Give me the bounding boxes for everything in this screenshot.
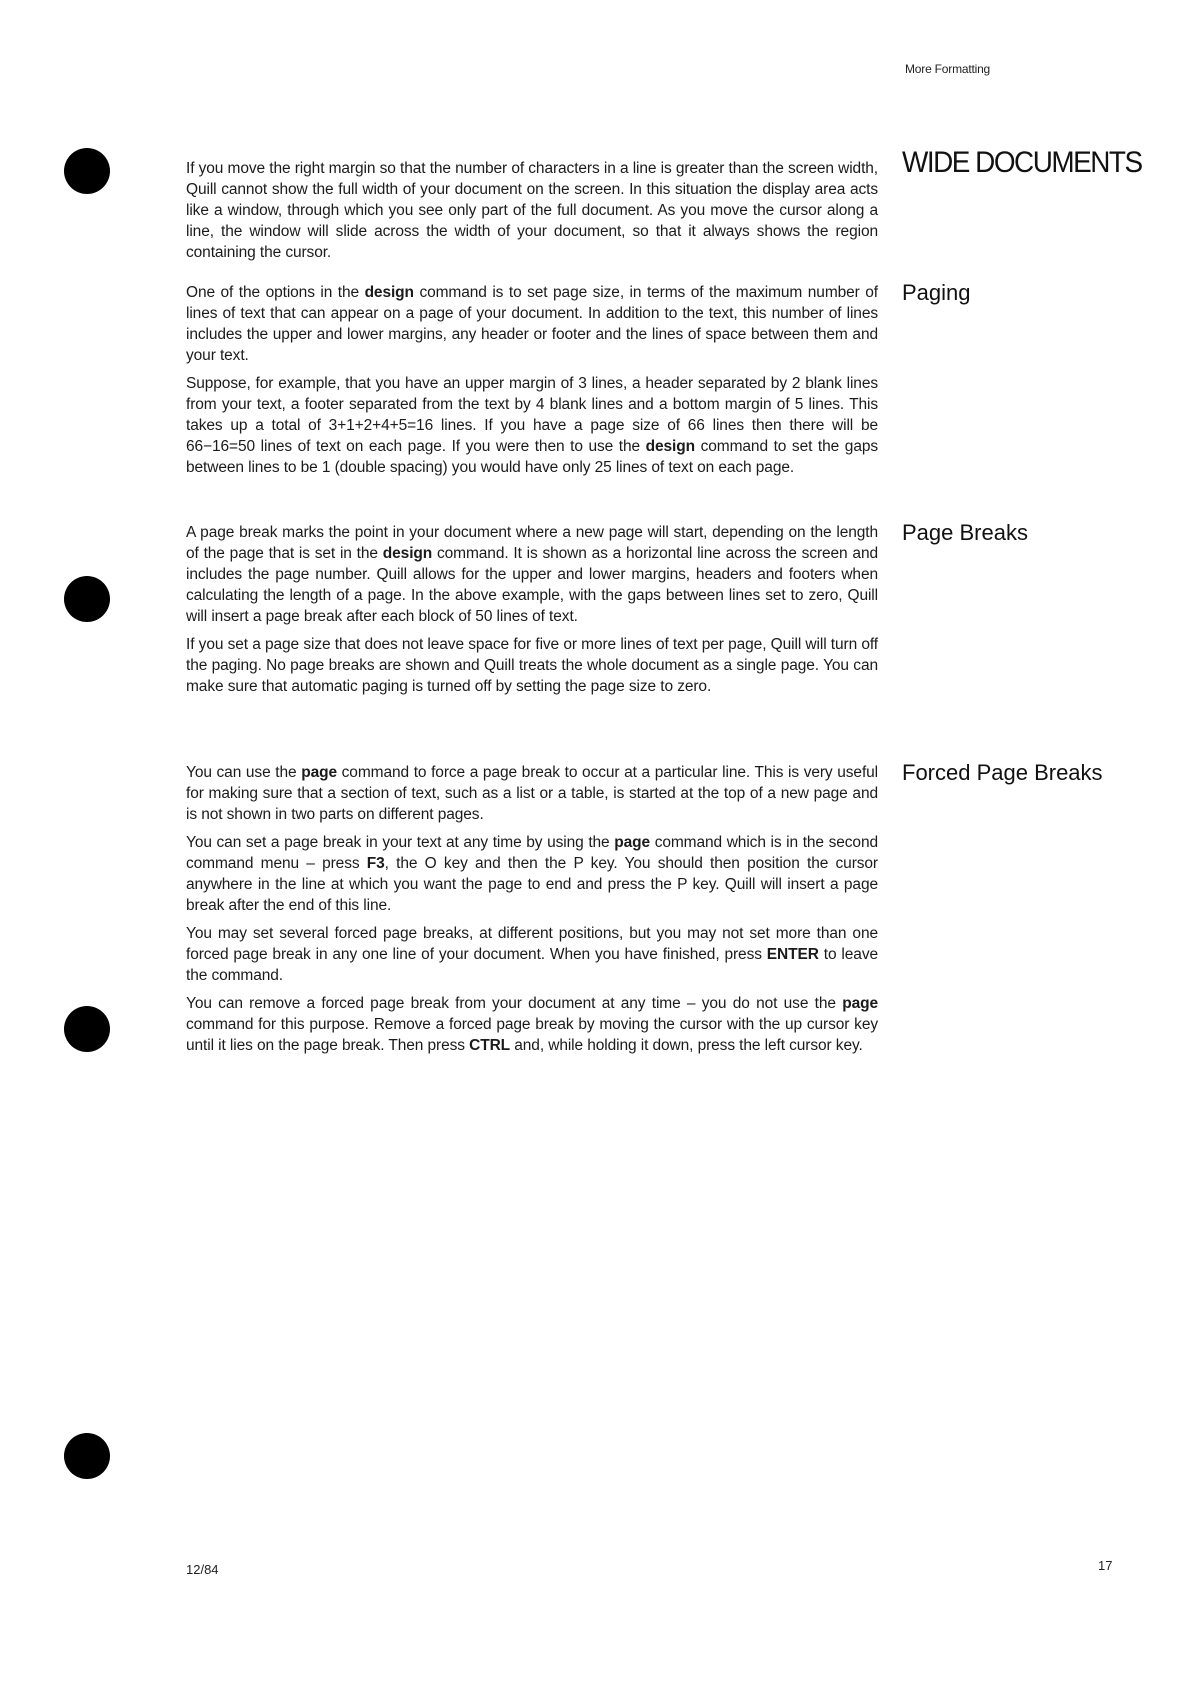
binder-hole xyxy=(64,1006,110,1052)
binder-hole xyxy=(64,576,110,622)
paragraph: You can use the page command to force a page break to occur at a particular line. This is very useful for making sure that a section of text, such as a list or a table, is started at the top of a new page and is not shown in two parts on different pages. xyxy=(186,764,879,823)
footer-date: 12/84 xyxy=(186,1562,219,1577)
section-page-breaks xyxy=(186,522,878,704)
binder-hole xyxy=(64,1433,110,1479)
paragraph: You can set a page break in your text at any time by using the page command which is in the second command menu – press F3, the O key and then the P key. You should then position the cursor anywhere in the line at which you want the page to end and press the P key. Quill will insert a page break after the end of this line. xyxy=(186,834,878,914)
binder-hole xyxy=(64,148,110,194)
running-header: More Formatting xyxy=(905,62,991,76)
heading-paging: Paging xyxy=(902,280,971,305)
section-forced-page-breaks xyxy=(186,762,878,1063)
heading-page-breaks: Page Breaks xyxy=(902,520,1028,545)
section-wide-documents xyxy=(186,158,878,270)
page-number: 17 xyxy=(1098,1558,1113,1573)
paragraph: If you move the right margin so that the number of characters in a line is greater than the screen width, Quill cannot show the full width of your document on the screen. In this situation the display area acts like a window, through which you see only part of the full document. As you move the cursor along a line, the window will slide across the width of your document, so that it always shows the region containing the cursor. xyxy=(186,160,878,261)
paragraph: Suppose, for example, that you have an upper margin of 3 lines, a header separated by 2 blank lines from your text, a footer separated from the text by 4 blank lines and a bottom margin of 5 lines. This takes up a total of 3+1+2+4+5=16 lines. If you have a page size of 66 lines then there will be 66−16=50 lines of text on each page. If you were then to use the design command to set the gaps between lines to be 1 (double spacing) you would have only 25 lines of text on each page. xyxy=(186,375,879,476)
section-paging xyxy=(186,282,878,485)
paragraph: If you set a page size that does not leave space for five or more lines of text per page, Quill will turn off the paging. No page breaks are shown and Quill treats the whole document as a single page. You can make sure that automatic paging is turned off by setting the page size to zero. xyxy=(186,636,878,695)
paragraph: You can remove a forced page break from your document at any time – you do not use the page command for this purpose. Remove a forced page break by moving the cursor with the up cursor key until it lies on the page break. Then press CTRL and, while holding it down, press the left cursor key. xyxy=(186,995,878,1054)
heading-wide-documents: WIDE DOCUMENTS xyxy=(902,146,1142,179)
paragraph: A page break marks the point in your document where a new page will start, depending on the length of the page that is set in the design command. It is shown as a horizontal line across the screen and includes the page number. Quill allows for the upper and lower margins, headers and footers when calculating the length of a page. In the above example, with the gaps between lines set to zero, Quill will insert a page break after each block of 50 lines of text. xyxy=(186,524,878,625)
paragraph: One of the options in the design command is to set page size, in terms of the maximum number of lines of text that can appear on a page of your document. In addition to the text, this number of lines includes the upper and lower margins, any header or footer and the lines of space between them and your text. xyxy=(186,284,878,364)
paragraph: You may set several forced page breaks, at different positions, but you may not set more than one forced page break in any one line of your document. When you have finished, press ENTER to leave the command. xyxy=(186,925,878,984)
heading-forced-page-breaks: Forced Page Breaks xyxy=(902,760,1103,785)
